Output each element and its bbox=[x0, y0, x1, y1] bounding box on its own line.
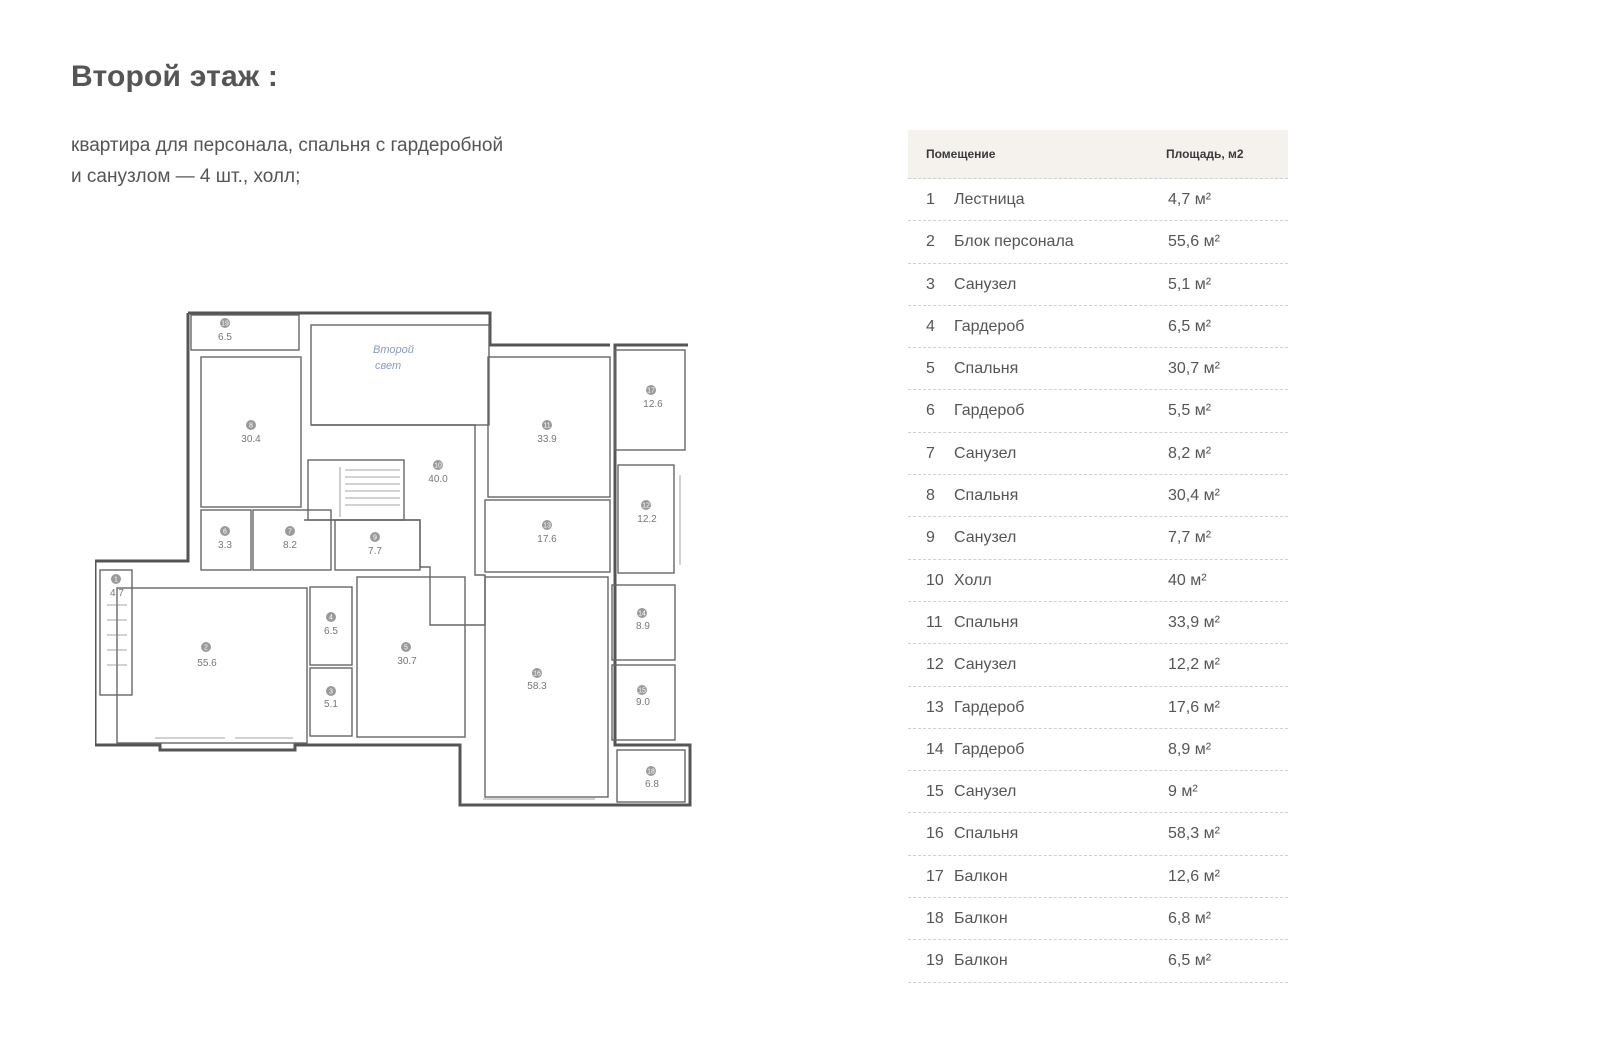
table-body bbox=[908, 179, 1288, 983]
room-name: Спальня bbox=[954, 487, 1019, 505]
room-area: 12.2 bbox=[637, 514, 657, 525]
room-area: 6.8 bbox=[645, 779, 659, 790]
room-area: 17,6 м² bbox=[1168, 698, 1220, 716]
row-number: 14 bbox=[926, 740, 944, 758]
row-number: 16 bbox=[926, 825, 944, 843]
floor-plan bbox=[95, 305, 705, 830]
second-light-label: свет bbox=[375, 360, 402, 372]
second-light-label: Второй bbox=[373, 344, 414, 356]
table-row bbox=[908, 856, 1288, 898]
table-row bbox=[908, 517, 1288, 559]
room-number: 10 bbox=[434, 462, 442, 470]
room-area: 12,2 м² bbox=[1168, 656, 1220, 674]
room-marker-10 bbox=[428, 460, 448, 485]
room-number: 17 bbox=[647, 387, 655, 395]
table-row bbox=[908, 306, 1288, 348]
floor-description bbox=[71, 130, 591, 192]
room-area: 9.0 bbox=[636, 697, 650, 708]
room-area: 8,9 м² bbox=[1168, 740, 1212, 758]
table-row bbox=[908, 687, 1288, 729]
room-area: 3.3 bbox=[218, 540, 232, 551]
room-area: 33.9 bbox=[537, 434, 557, 445]
room-number: 18 bbox=[647, 768, 655, 776]
room-area: 58.3 bbox=[527, 681, 547, 692]
room-area: 58,3 м² bbox=[1168, 825, 1220, 843]
room-number: 7 bbox=[288, 528, 292, 536]
room-area: 40.0 bbox=[428, 474, 448, 485]
room-name: Спальня bbox=[954, 825, 1019, 843]
row-number: 5 bbox=[926, 360, 935, 378]
room-name: Блок персонала bbox=[954, 233, 1074, 251]
room-marker-17 bbox=[643, 385, 663, 410]
description-line: квартира для персонала, спальня с гардеробной bbox=[71, 135, 504, 156]
room-marker-18 bbox=[645, 766, 659, 790]
table-row bbox=[908, 602, 1288, 644]
table-row bbox=[908, 348, 1288, 390]
room-number: 5 bbox=[404, 644, 408, 652]
room-marker-11 bbox=[537, 420, 557, 445]
room-area: 5,1 м² bbox=[1168, 275, 1212, 293]
row-number: 4 bbox=[926, 317, 935, 335]
room-name: Гардероб bbox=[954, 698, 1025, 716]
room-name: Спальня bbox=[954, 613, 1019, 631]
row-number: 12 bbox=[926, 656, 944, 674]
room-marker-16 bbox=[527, 668, 547, 692]
floor-plan-drawing bbox=[95, 305, 705, 830]
room-area: 40 м² bbox=[1168, 571, 1207, 589]
room-area: 8.9 bbox=[636, 621, 650, 632]
row-number: 15 bbox=[926, 783, 944, 801]
row-number: 1 bbox=[926, 191, 935, 208]
table-row bbox=[908, 729, 1288, 771]
room-area: 30.4 bbox=[241, 434, 261, 445]
room-name: Санузел bbox=[954, 444, 1017, 462]
row-number: 7 bbox=[926, 444, 935, 462]
room-name: Санузел bbox=[954, 529, 1017, 547]
room-marker-4 bbox=[324, 612, 338, 637]
room-number: 19 bbox=[221, 320, 229, 328]
room-area-table bbox=[908, 130, 1288, 983]
room-name: Балкон bbox=[954, 952, 1008, 970]
room-marker-15 bbox=[636, 685, 650, 708]
room-number: 9 bbox=[373, 534, 377, 542]
row-number: 3 bbox=[926, 275, 935, 293]
room-number: 8 bbox=[249, 422, 253, 430]
room-area: 7.7 bbox=[368, 546, 382, 557]
row-number: 18 bbox=[926, 910, 944, 928]
table-row bbox=[908, 898, 1288, 940]
room-area: 55.6 bbox=[197, 658, 217, 669]
room-area: 7,7 м² bbox=[1168, 529, 1212, 547]
room-area: 30.7 bbox=[397, 656, 417, 667]
room-name: Балкон bbox=[954, 867, 1008, 885]
row-number: 17 bbox=[926, 867, 944, 885]
room-number: 2 bbox=[204, 644, 208, 652]
table-row bbox=[908, 264, 1288, 306]
room-area: 5.1 bbox=[324, 699, 338, 710]
row-number: 8 bbox=[926, 487, 935, 505]
room-area: 33,9 м² bbox=[1168, 613, 1220, 631]
table-row bbox=[908, 813, 1288, 855]
room-area: 9 м² bbox=[1168, 783, 1198, 801]
row-number: 11 bbox=[926, 613, 943, 631]
table-row bbox=[908, 940, 1288, 982]
room-marker-13 bbox=[537, 520, 557, 545]
table-row bbox=[908, 560, 1288, 602]
room-name: Санузел bbox=[954, 656, 1017, 674]
room-area: 6,8 м² bbox=[1168, 910, 1212, 928]
room-marker-6 bbox=[218, 526, 232, 551]
room-number: 11 bbox=[543, 422, 551, 430]
room-marker-5 bbox=[397, 642, 417, 667]
room-area: 30,4 м² bbox=[1168, 487, 1220, 505]
row-number: 19 bbox=[926, 952, 944, 970]
room-name: Гардероб bbox=[954, 402, 1025, 420]
room-area: 12,6 м² bbox=[1168, 867, 1220, 885]
room-name: Холл bbox=[954, 571, 992, 589]
table-row bbox=[908, 771, 1288, 813]
table-header bbox=[908, 130, 1288, 179]
room-name: Балкон bbox=[954, 910, 1008, 928]
room-area: 4.7 bbox=[110, 588, 124, 599]
room-area: 55,6 м² bbox=[1168, 233, 1220, 251]
room-area: 4,7 м² bbox=[1168, 191, 1212, 208]
room-marker-19 bbox=[218, 318, 232, 343]
room-name: Санузел bbox=[954, 275, 1017, 293]
room-marker-12 bbox=[637, 500, 657, 525]
table-row bbox=[908, 390, 1288, 432]
room-area: 6,5 м² bbox=[1168, 952, 1212, 970]
room-number: 12 bbox=[642, 502, 650, 510]
room-name: Гардероб bbox=[954, 317, 1025, 335]
room-area: 6,5 м² bbox=[1168, 317, 1212, 335]
room-marker-7 bbox=[283, 526, 297, 551]
room-area: 30,7 м² bbox=[1168, 360, 1220, 378]
room-marker-2 bbox=[197, 642, 217, 669]
room-marker-8 bbox=[241, 420, 261, 445]
room-marker-1 bbox=[110, 574, 124, 599]
row-number: 2 bbox=[926, 233, 935, 251]
room-area: 6.5 bbox=[324, 626, 338, 637]
table-row bbox=[908, 179, 1288, 221]
room-number: 16 bbox=[533, 670, 541, 678]
table-row bbox=[908, 644, 1288, 686]
room-name: Санузел bbox=[954, 783, 1017, 801]
table-row bbox=[908, 433, 1288, 475]
room-marker-9 bbox=[368, 532, 382, 557]
room-area: 6.5 bbox=[218, 332, 232, 343]
row-number: 9 bbox=[926, 529, 935, 547]
description-line: и санузлом — 4 шт., холл; bbox=[71, 166, 301, 187]
room-area: 5,5 м² bbox=[1168, 402, 1212, 420]
room-number: 15 bbox=[638, 687, 646, 695]
page-title: Второй этаж : bbox=[71, 60, 279, 93]
column-header-area: Площадь, м2 bbox=[1166, 147, 1244, 161]
room-name: Спальня bbox=[954, 360, 1019, 378]
room-area: 8.2 bbox=[283, 540, 297, 551]
room-marker-14 bbox=[636, 608, 650, 632]
column-header-room: Помещение bbox=[926, 147, 996, 161]
room-area: 8,2 м² bbox=[1168, 444, 1212, 462]
room-number: 4 bbox=[329, 614, 333, 622]
room-area: 17.6 bbox=[537, 534, 557, 545]
table-row bbox=[908, 475, 1288, 517]
room-number: 6 bbox=[223, 528, 227, 536]
row-number: 6 bbox=[926, 402, 935, 420]
room-marker-3 bbox=[324, 686, 338, 710]
room-number: 1 bbox=[114, 576, 118, 584]
room-area: 12.6 bbox=[643, 399, 663, 410]
room-number: 14 bbox=[638, 610, 646, 618]
room-number: 3 bbox=[329, 688, 333, 696]
room-number: 13 bbox=[543, 522, 551, 530]
room-name: Гардероб bbox=[954, 740, 1025, 758]
row-number: 13 bbox=[926, 698, 944, 716]
row-number: 10 bbox=[926, 571, 944, 589]
room-name: Лестница bbox=[954, 191, 1025, 208]
table-row bbox=[908, 221, 1288, 263]
